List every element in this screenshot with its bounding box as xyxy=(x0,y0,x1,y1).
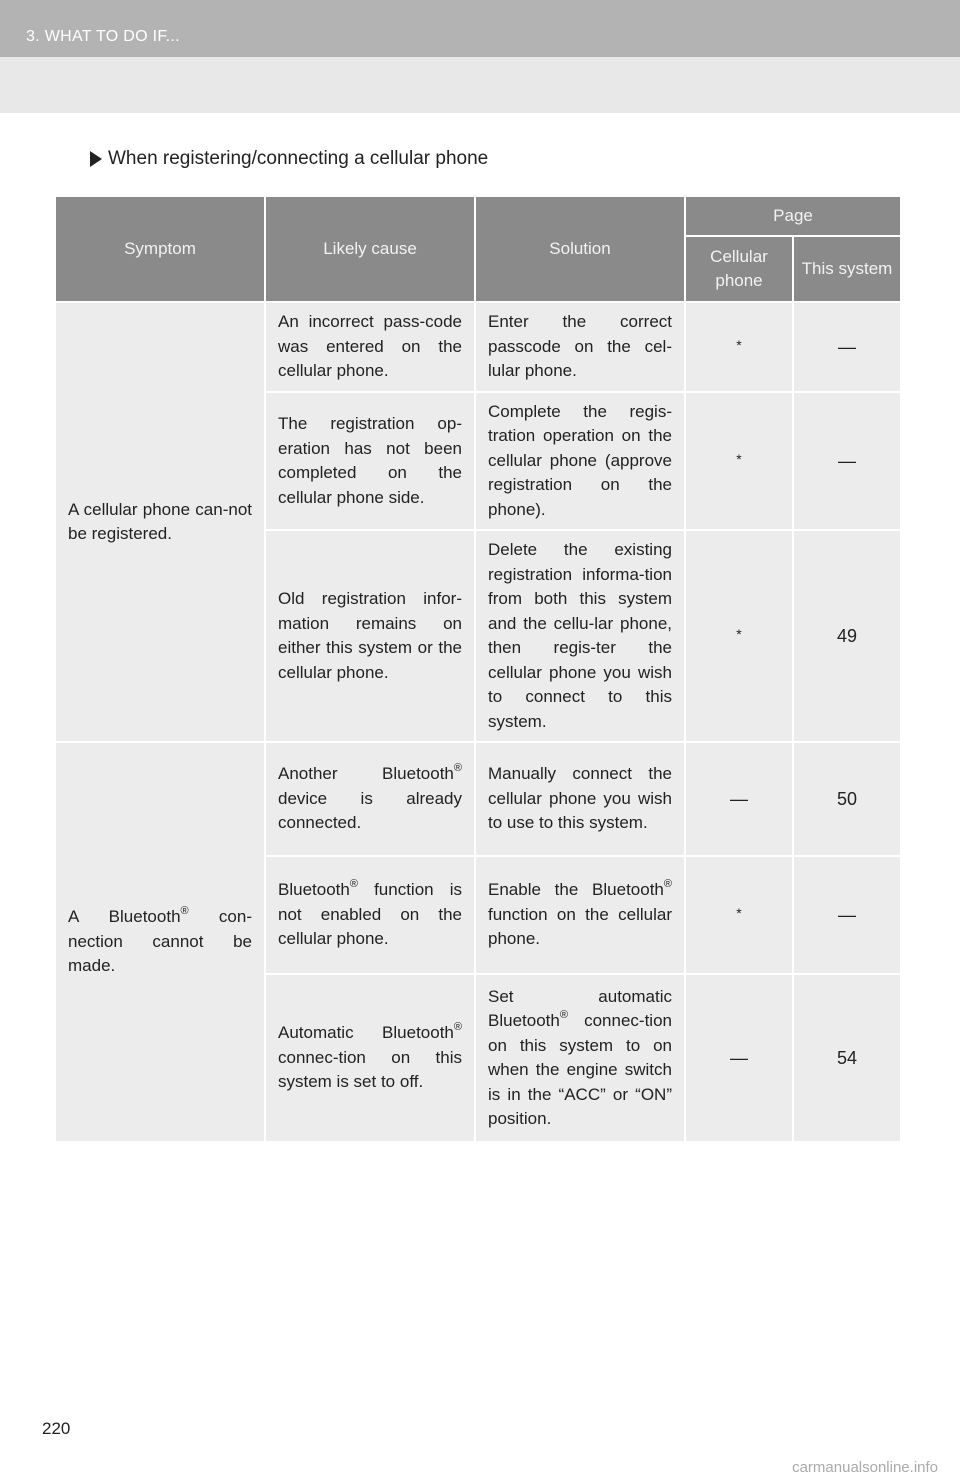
system-page-cell: 49 xyxy=(793,530,901,742)
cause-cell: Bluetooth® function is not enabled on the cellular phone. xyxy=(265,856,475,974)
solution-cell: Delete the existing registration informa-tion from both this system and the cellu-lar phone, then regis-ter the cellular phone you wish to connect to this system. xyxy=(475,530,685,742)
table-row xyxy=(55,302,901,392)
solution-cell: Manually connect the cellular phone you wish to use to this system. xyxy=(475,742,685,856)
header-this-system: This system xyxy=(793,236,901,302)
cellular-page-cell: — xyxy=(685,742,793,856)
page-number: 220 xyxy=(42,1419,71,1438)
header-page: Page xyxy=(685,196,901,236)
cellular-page-cell: — xyxy=(685,974,793,1142)
system-page-cell: 50 xyxy=(793,742,901,856)
chapter-header-bar xyxy=(0,0,960,57)
symptom-cell: A Bluetooth® con-nection cannot be made. xyxy=(55,742,265,1142)
table-row xyxy=(55,742,901,856)
header-likely-cause: Likely cause xyxy=(265,196,475,302)
cellular-page-cell: * xyxy=(685,302,793,392)
header-solution: Solution xyxy=(475,196,685,302)
cause-cell: The registration op-eration has not been completed on the cellular phone side. xyxy=(265,392,475,530)
watermark: carmanualsonline.info xyxy=(792,1459,938,1476)
section-heading-text: When registering/connecting a cellular phone xyxy=(108,148,489,169)
triangle-bullet-icon xyxy=(90,151,102,167)
solution-cell: Set automatic Bluetooth® connec-tion on this system to on when the engine switch is in the “ACC” or “ON” position. xyxy=(475,974,685,1142)
header-band xyxy=(0,57,960,113)
cause-cell: Automatic Bluetooth® connec-tion on this system is set to off. xyxy=(265,974,475,1142)
cellular-page-cell: * xyxy=(685,856,793,974)
solution-cell: Enable the Bluetooth® function on the cellular phone. xyxy=(475,856,685,974)
cause-cell: Old registration infor-mation remains on either this system or the cellular phone. xyxy=(265,530,475,742)
system-page-cell: — xyxy=(793,392,901,530)
header-cellular-phone: Cellular phone xyxy=(685,236,793,302)
section-heading xyxy=(90,148,488,170)
solution-cell: Complete the regis-tration operation on the cellular phone (approve registration on the phone). xyxy=(475,392,685,530)
system-page-cell: 54 xyxy=(793,974,901,1142)
cellular-page-cell: * xyxy=(685,392,793,530)
symptom-cell: A cellular phone can-not be registered. xyxy=(55,302,265,742)
cause-cell: Another Bluetooth® device is already connected. xyxy=(265,742,475,856)
header-symptom: Symptom xyxy=(55,196,265,302)
chapter-title: 3. WHAT TO DO IF... xyxy=(26,28,180,45)
cellular-page-cell: * xyxy=(685,530,793,742)
solution-cell: Enter the correct passcode on the cel-lular phone. xyxy=(475,302,685,392)
system-page-cell: — xyxy=(793,856,901,974)
system-page-cell: — xyxy=(793,302,901,392)
cause-cell: An incorrect pass-code was entered on the cellular phone. xyxy=(265,302,475,392)
troubleshooting-table xyxy=(54,195,902,1143)
